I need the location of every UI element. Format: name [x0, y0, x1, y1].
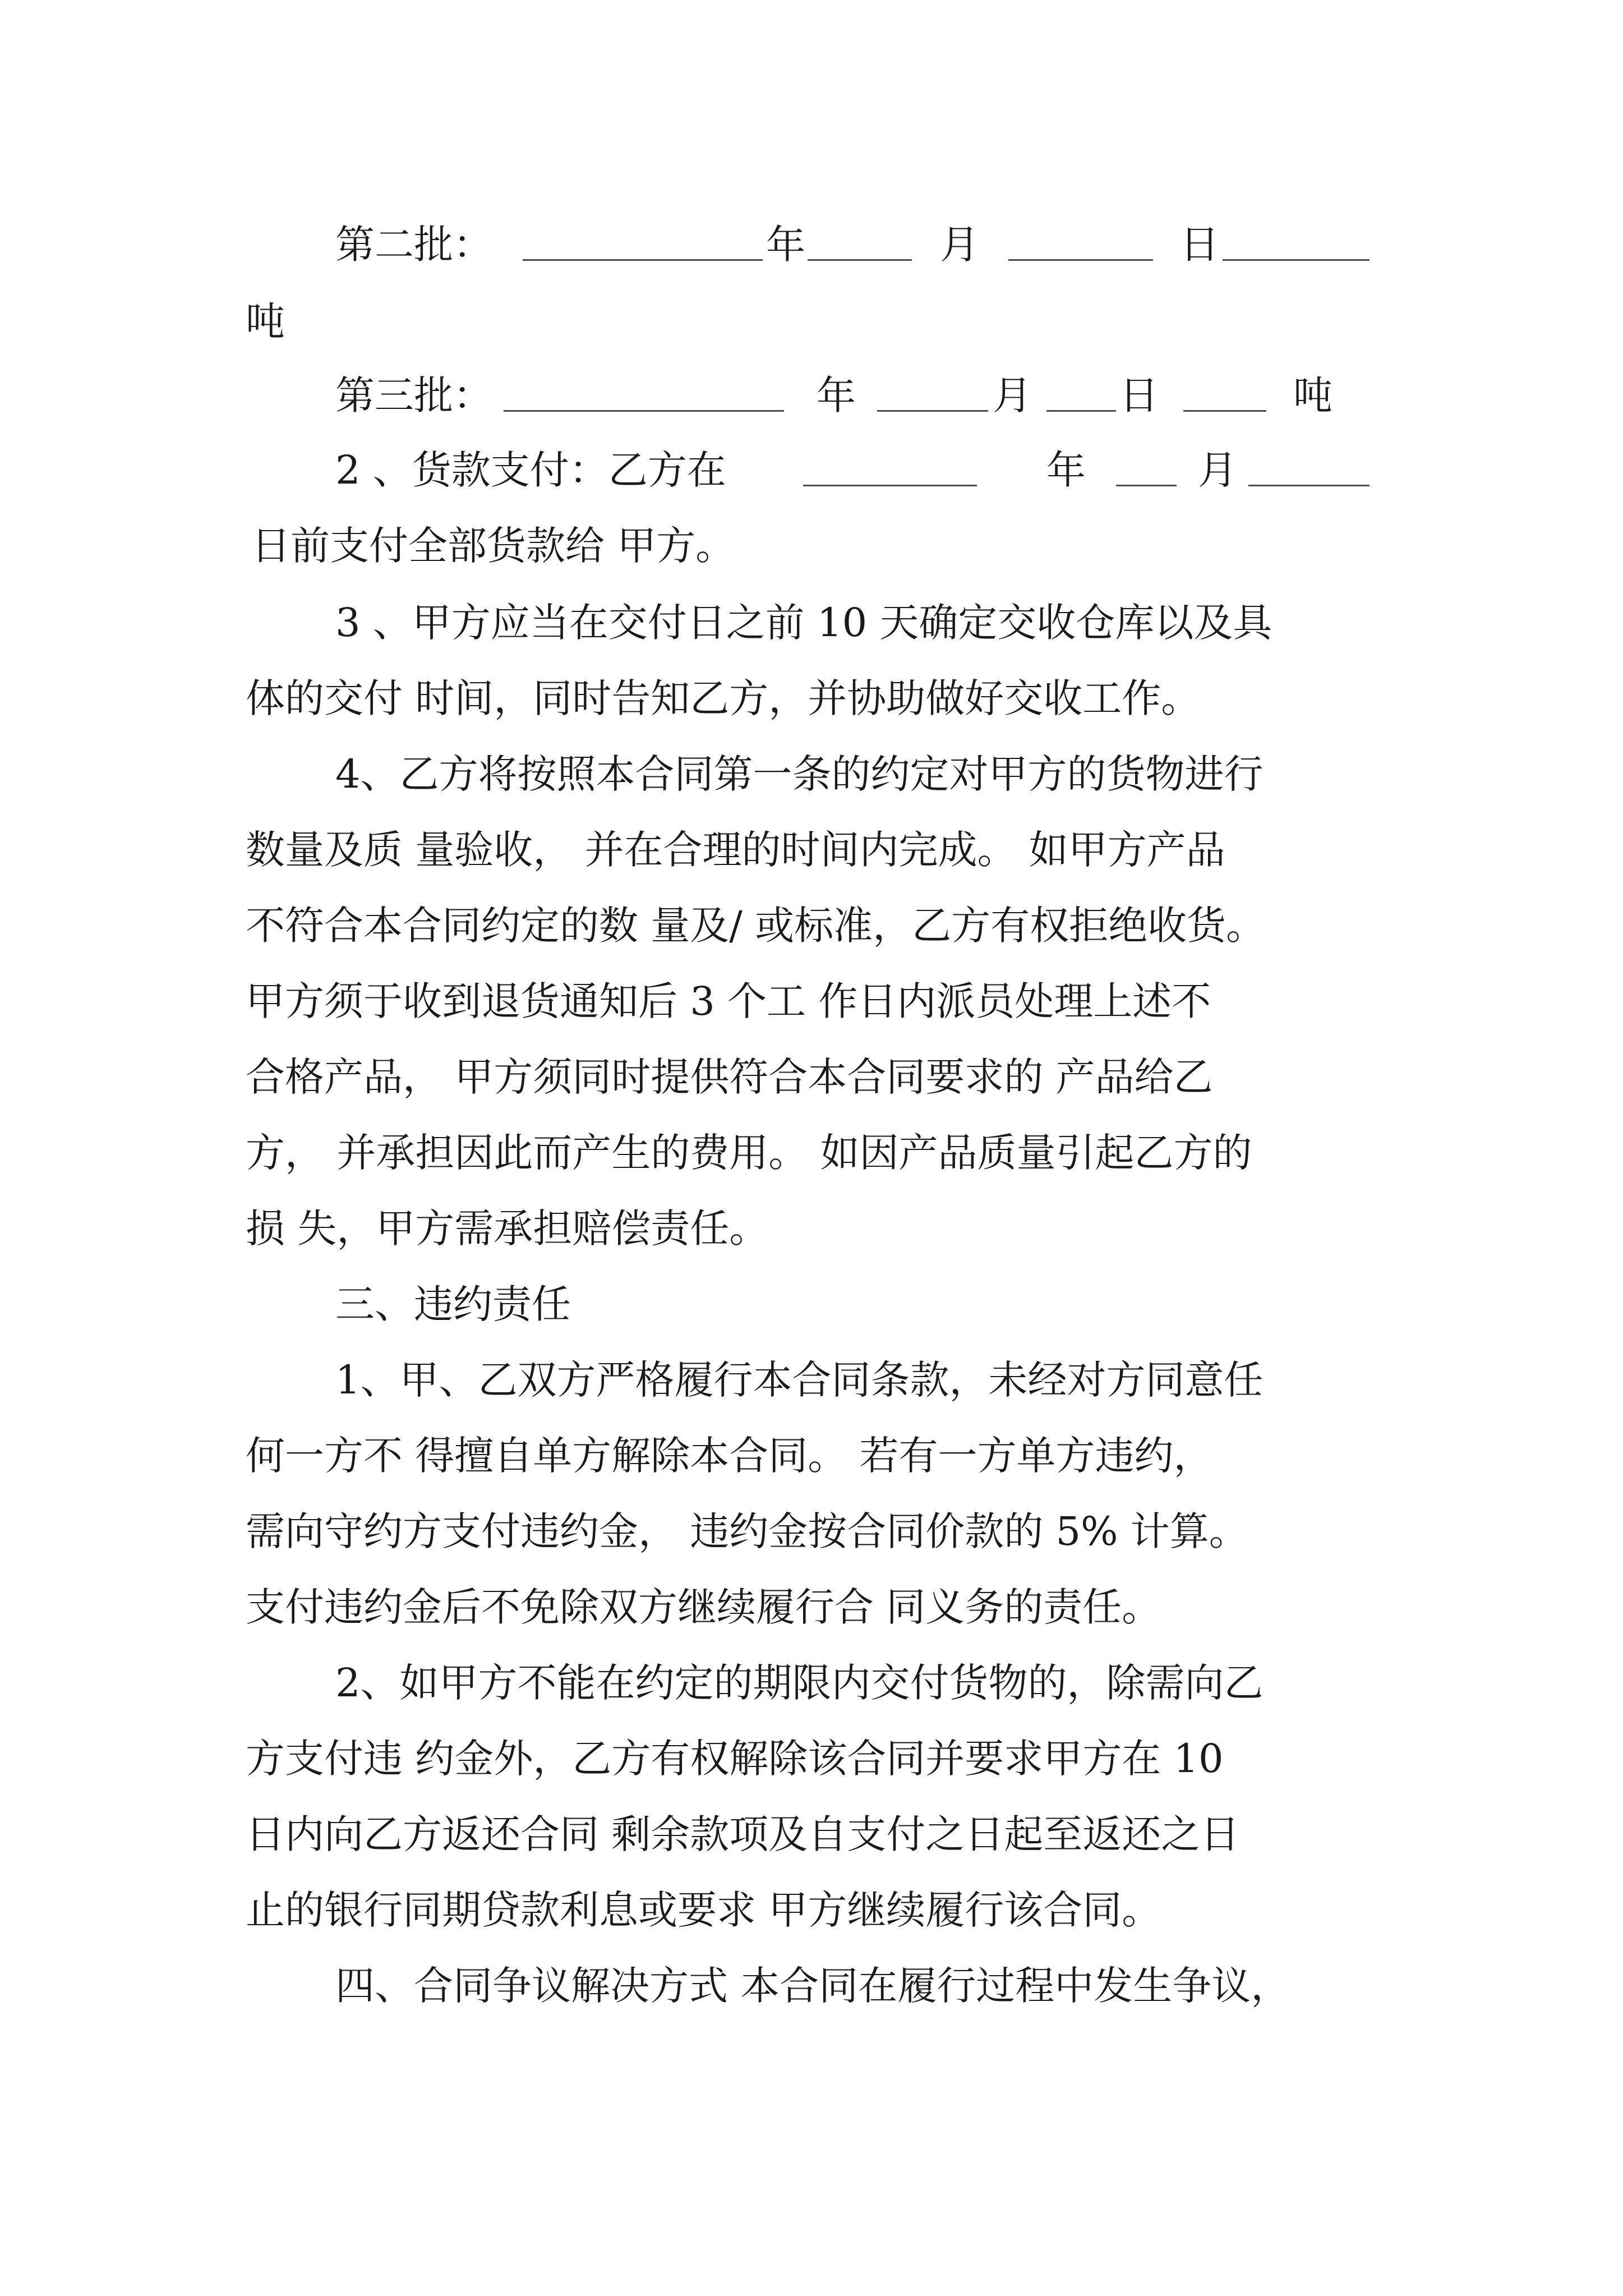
- payment-tail: 日前支付全部货款给 甲方。: [251, 523, 735, 569]
- body-line: [0, 1948, 1623, 2024]
- payment-prefix: 2 、货款支付：乙方在: [335, 447, 726, 493]
- body-text: 何一方不 得擅自单方解除本合同。 若有一方单方违约，: [246, 1433, 1213, 1479]
- payment-line: [0, 432, 1623, 509]
- body-line: [0, 812, 1623, 889]
- body-line: [0, 1569, 1623, 1646]
- batch3-blank-day: [1183, 410, 1266, 412]
- body-text: 数量及质 量验收， 并在合理的时间内完成。 如甲方产品: [246, 827, 1225, 873]
- body-line: [0, 1872, 1623, 1949]
- body-line: [0, 1115, 1623, 1191]
- batch3-unit: 吨: [1293, 372, 1332, 418]
- batch2-unit: 吨: [246, 298, 285, 344]
- batch3-year: 年: [817, 372, 856, 418]
- batch3-month: 月: [993, 372, 1032, 418]
- batch2-day: 日: [1180, 222, 1219, 268]
- body-text: 四、合同争议解决方式 本合同在履行过程中发生争议，: [335, 1963, 1290, 2009]
- payment-tail-line: [0, 508, 1623, 585]
- body-line: [0, 1796, 1623, 1873]
- batch2-blank-day: [1223, 259, 1370, 261]
- body-text: 3 、甲方应当在交付日之前 10 天确定交收仓库以及具: [335, 600, 1272, 646]
- body-line: [0, 1493, 1623, 1570]
- batch3-blank-year: [877, 410, 988, 412]
- batch2-blank-year: [808, 259, 912, 261]
- body-line: [0, 963, 1623, 1040]
- body-text: 方支付违 约金外，乙方有权解除该合同并要求甲方在 10: [246, 1736, 1224, 1782]
- body-text: 甲方须于收到退货通知后 3 个工 作日内派员处理上述不: [246, 978, 1211, 1024]
- batch2-label: 第二批：: [335, 222, 492, 268]
- body-text: 损 失，甲方需承担赔偿责任。: [246, 1205, 769, 1251]
- body-line: [0, 1039, 1623, 1116]
- batch2-line: [0, 206, 1623, 283]
- batch3-line: [0, 357, 1623, 434]
- body-line: [0, 887, 1623, 964]
- body-line: [0, 1418, 1623, 1494]
- section-heading-text: 三、违约责任: [335, 1281, 571, 1327]
- section-heading: [0, 1266, 1623, 1343]
- body-line: [0, 1720, 1623, 1797]
- payment-blank-year: [1116, 485, 1177, 486]
- body-line: [0, 736, 1623, 813]
- batch3-blank-date: [504, 410, 784, 412]
- body-line: [0, 660, 1623, 737]
- batch2-month: 月: [940, 222, 979, 268]
- body-text: 4、乙方将按照本合同第一条的约定对甲方的货物进行: [335, 751, 1264, 797]
- body-line: [0, 1342, 1623, 1419]
- batch2-blank-date: [523, 259, 763, 261]
- body-text: 需向守约方支付违约金， 违约金按合同价款的 5% 计算。: [246, 1508, 1248, 1554]
- payment-year: 年: [1046, 447, 1086, 493]
- body-text: 2、如甲方不能在约定的期限内交付货物的，除需向乙: [335, 1660, 1264, 1706]
- body-line: [0, 585, 1623, 661]
- body-line: [0, 1190, 1623, 1267]
- body-line: [0, 1645, 1623, 1722]
- body-text: 1、甲、乙双方严格履行本合同条款，未经对方同意任: [335, 1357, 1264, 1403]
- payment-blank-month: [1248, 485, 1370, 486]
- body-text: 日内向乙方返还合同 剩余款项及自支付之日起至返还之日: [246, 1811, 1240, 1857]
- batch2-blank-month: [1008, 259, 1153, 261]
- body-text: 体的交付 时间，同时告知乙方，并协助做好交收工作。: [246, 675, 1201, 721]
- batch2-year: 年: [766, 222, 805, 268]
- payment-month: 月: [1198, 447, 1237, 493]
- body-text: 合格产品， 甲方须同时提供符合本合同要求的 产品给乙: [246, 1054, 1213, 1100]
- batch2-unit-line: [0, 283, 1623, 360]
- body-text: 支付违约金后不免除双方继续履行合 同义务的责任。: [246, 1584, 1161, 1630]
- batch3-day: 日: [1119, 372, 1159, 418]
- batch3-blank-month: [1046, 410, 1116, 412]
- batch3-label: 第三批：: [335, 372, 492, 418]
- body-text: 不符合本合同约定的数 量及/ 或标准，乙方有权拒绝收货。: [246, 903, 1266, 949]
- payment-blank-date: [803, 485, 977, 486]
- body-text: 方， 并承担因此而产生的费用。 如因产品质量引起乙方的: [246, 1130, 1252, 1176]
- body-text: 止的银行同期贷款利息或要求 甲方继续履行该合同。: [246, 1887, 1161, 1933]
